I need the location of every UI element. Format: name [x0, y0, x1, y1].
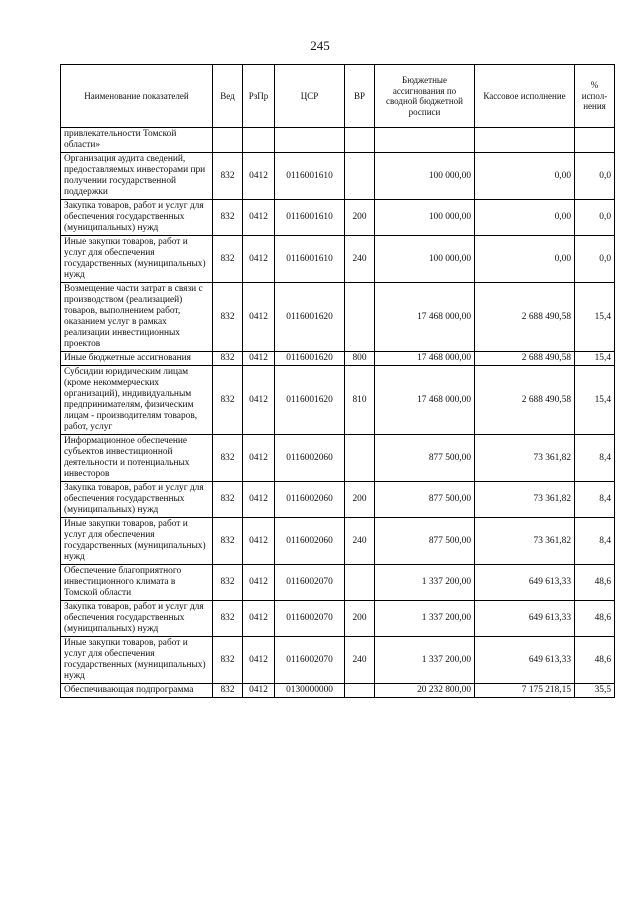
cell-rzpr: 0412: [243, 352, 275, 366]
cell-ved: 832: [213, 684, 243, 698]
cell-ved: 832: [213, 601, 243, 637]
cell-budget: 877 500,00: [375, 518, 475, 565]
cell-rzpr: [243, 128, 275, 153]
cell-ved: 832: [213, 352, 243, 366]
cell-vr: 240: [345, 236, 375, 283]
cell-name: Иные закупки товаров, работ и услуг для обеспечения государственных (муниципальных) нужд: [61, 637, 213, 684]
cell-ved: 832: [213, 200, 243, 236]
table-row: [61, 518, 615, 565]
header-ved: Вед: [213, 65, 243, 128]
cell-ved: 832: [213, 283, 243, 352]
cell-cash: 73 361,82: [475, 482, 575, 518]
cell-cash: 2 688 490,58: [475, 283, 575, 352]
cell-vr: [345, 283, 375, 352]
budget-table: [60, 64, 615, 698]
cell-rzpr: 0412: [243, 153, 275, 200]
cell-name: Возмещение части затрат в связи с производством (реализацией) товаров, выполнением работ, оказанием услуг в рамках реализации инвестиционных проектов: [61, 283, 213, 352]
cell-ved: 832: [213, 236, 243, 283]
cell-ved: 832: [213, 153, 243, 200]
cell-ved: 832: [213, 366, 243, 435]
cell-ved: 832: [213, 518, 243, 565]
table-row: [61, 601, 615, 637]
cell-ved: 832: [213, 482, 243, 518]
cell-percent: 0,0: [575, 153, 615, 200]
cell-cash: 73 361,82: [475, 435, 575, 482]
cell-budget: 877 500,00: [375, 435, 475, 482]
cell-csr: 0116002060: [275, 482, 345, 518]
cell-vr: [345, 435, 375, 482]
cell-rzpr: 0412: [243, 637, 275, 684]
cell-percent: 0,0: [575, 236, 615, 283]
cell-vr: 200: [345, 200, 375, 236]
cell-budget: [375, 128, 475, 153]
cell-budget: 100 000,00: [375, 200, 475, 236]
cell-budget: 17 468 000,00: [375, 366, 475, 435]
table-row: [61, 200, 615, 236]
cell-vr: [345, 684, 375, 698]
table-header-row: [61, 65, 615, 128]
cell-percent: 15,4: [575, 366, 615, 435]
table-row: [61, 482, 615, 518]
table-row: [61, 153, 615, 200]
cell-vr: 810: [345, 366, 375, 435]
cell-csr: 0116001610: [275, 153, 345, 200]
header-rzpr: РзПр: [243, 65, 275, 128]
cell-vr: [345, 153, 375, 200]
header-csr: ЦСР: [275, 65, 345, 128]
cell-rzpr: 0412: [243, 684, 275, 698]
cell-cash: 0,00: [475, 236, 575, 283]
cell-csr: 0116002060: [275, 518, 345, 565]
cell-percent: 35,5: [575, 684, 615, 698]
cell-ved: 832: [213, 565, 243, 601]
cell-csr: 0116002070: [275, 637, 345, 684]
cell-csr: 0116002060: [275, 435, 345, 482]
cell-ved: [213, 128, 243, 153]
cell-percent: 8,4: [575, 518, 615, 565]
cell-rzpr: 0412: [243, 565, 275, 601]
table-row: [61, 283, 615, 352]
header-vr: ВР: [345, 65, 375, 128]
cell-budget: 100 000,00: [375, 236, 475, 283]
cell-budget: 17 468 000,00: [375, 283, 475, 352]
cell-cash: 649 613,33: [475, 637, 575, 684]
cell-percent: [575, 128, 615, 153]
cell-percent: 48,6: [575, 565, 615, 601]
cell-csr: 0130000000: [275, 684, 345, 698]
cell-percent: 48,6: [575, 637, 615, 684]
cell-budget: 1 337 200,00: [375, 637, 475, 684]
cell-rzpr: 0412: [243, 366, 275, 435]
cell-ved: 832: [213, 435, 243, 482]
table-row: [61, 684, 615, 698]
cell-budget: 17 468 000,00: [375, 352, 475, 366]
cell-rzpr: 0412: [243, 518, 275, 565]
cell-rzpr: 0412: [243, 236, 275, 283]
table-row: [61, 236, 615, 283]
cell-cash: 2 688 490,58: [475, 366, 575, 435]
table-row: [61, 565, 615, 601]
cell-name: Обеспечивающая подпрограмма: [61, 684, 213, 698]
cell-csr: [275, 128, 345, 153]
cell-vr: 800: [345, 352, 375, 366]
cell-name: Закупка товаров, работ и услуг для обеспечения государственных (муниципальных) нужд: [61, 482, 213, 518]
cell-name: Информационное обеспечение субъектов инвестиционной деятельности и потенциальных инвесторов: [61, 435, 213, 482]
cell-cash: 0,00: [475, 200, 575, 236]
cell-csr: 0116001620: [275, 283, 345, 352]
cell-percent: 8,4: [575, 435, 615, 482]
header-cash: Кассовое исполнение: [475, 65, 575, 128]
cell-csr: 0116001610: [275, 200, 345, 236]
cell-csr: 0116001620: [275, 352, 345, 366]
cell-budget: 20 232 800,00: [375, 684, 475, 698]
cell-rzpr: 0412: [243, 601, 275, 637]
header-budget: Бюджетные ассигнования по сводной бюджетной росписи: [375, 65, 475, 128]
cell-name: Обеспечение благоприятного инвестиционного климата в Томской области: [61, 565, 213, 601]
cell-csr: 0116002070: [275, 565, 345, 601]
cell-rzpr: 0412: [243, 283, 275, 352]
table-body: [61, 128, 615, 698]
cell-percent: 15,4: [575, 283, 615, 352]
cell-cash: 7 175 218,15: [475, 684, 575, 698]
table-row: [61, 128, 615, 153]
cell-cash: 649 613,33: [475, 565, 575, 601]
cell-vr: 200: [345, 601, 375, 637]
cell-name: Закупка товаров, работ и услуг для обеспечения государственных (муниципальных) нужд: [61, 200, 213, 236]
cell-percent: 48,6: [575, 601, 615, 637]
cell-rzpr: 0412: [243, 482, 275, 518]
table-row: [61, 637, 615, 684]
cell-ved: 832: [213, 637, 243, 684]
cell-vr: 240: [345, 518, 375, 565]
cell-percent: 0,0: [575, 200, 615, 236]
cell-csr: 0116002070: [275, 601, 345, 637]
header-name: Наименование показателей: [61, 65, 213, 128]
cell-csr: 0116001610: [275, 236, 345, 283]
cell-vr: 200: [345, 482, 375, 518]
table-row: [61, 366, 615, 435]
cell-budget: 1 337 200,00: [375, 601, 475, 637]
cell-name: Иные закупки товаров, работ и услуг для обеспечения государственных (муниципальных) нужд: [61, 518, 213, 565]
cell-cash: 0,00: [475, 153, 575, 200]
cell-rzpr: 0412: [243, 200, 275, 236]
cell-percent: 8,4: [575, 482, 615, 518]
cell-csr: 0116001620: [275, 366, 345, 435]
cell-name: Субсидии юридическим лицам (кроме некоммерческих организаций), индивидуальным предпринимателям, физическим лицам - производителям товаров, работ, услуг: [61, 366, 213, 435]
cell-name: Организация аудита сведений, предоставляемых инвесторами при получении государственной поддержки: [61, 153, 213, 200]
cell-budget: 1 337 200,00: [375, 565, 475, 601]
cell-name: Закупка товаров, работ и услуг для обеспечения государственных (муниципальных) нужд: [61, 601, 213, 637]
cell-vr: 240: [345, 637, 375, 684]
cell-cash: [475, 128, 575, 153]
cell-name: Иные закупки товаров, работ и услуг для обеспечения государственных (муниципальных) нужд: [61, 236, 213, 283]
cell-vr: [345, 128, 375, 153]
cell-cash: 649 613,33: [475, 601, 575, 637]
cell-cash: 73 361,82: [475, 518, 575, 565]
header-percent: % испол-нения: [575, 65, 615, 128]
cell-vr: [345, 565, 375, 601]
table-row: [61, 435, 615, 482]
cell-percent: 15,4: [575, 352, 615, 366]
page-number: 245: [310, 38, 330, 53]
table-row: [61, 352, 615, 366]
cell-name: привлекательности Томской области»: [61, 128, 213, 153]
cell-name: Иные бюджетные ассигнования: [61, 352, 213, 366]
cell-budget: 100 000,00: [375, 153, 475, 200]
cell-budget: 877 500,00: [375, 482, 475, 518]
cell-cash: 2 688 490,58: [475, 352, 575, 366]
cell-rzpr: 0412: [243, 435, 275, 482]
